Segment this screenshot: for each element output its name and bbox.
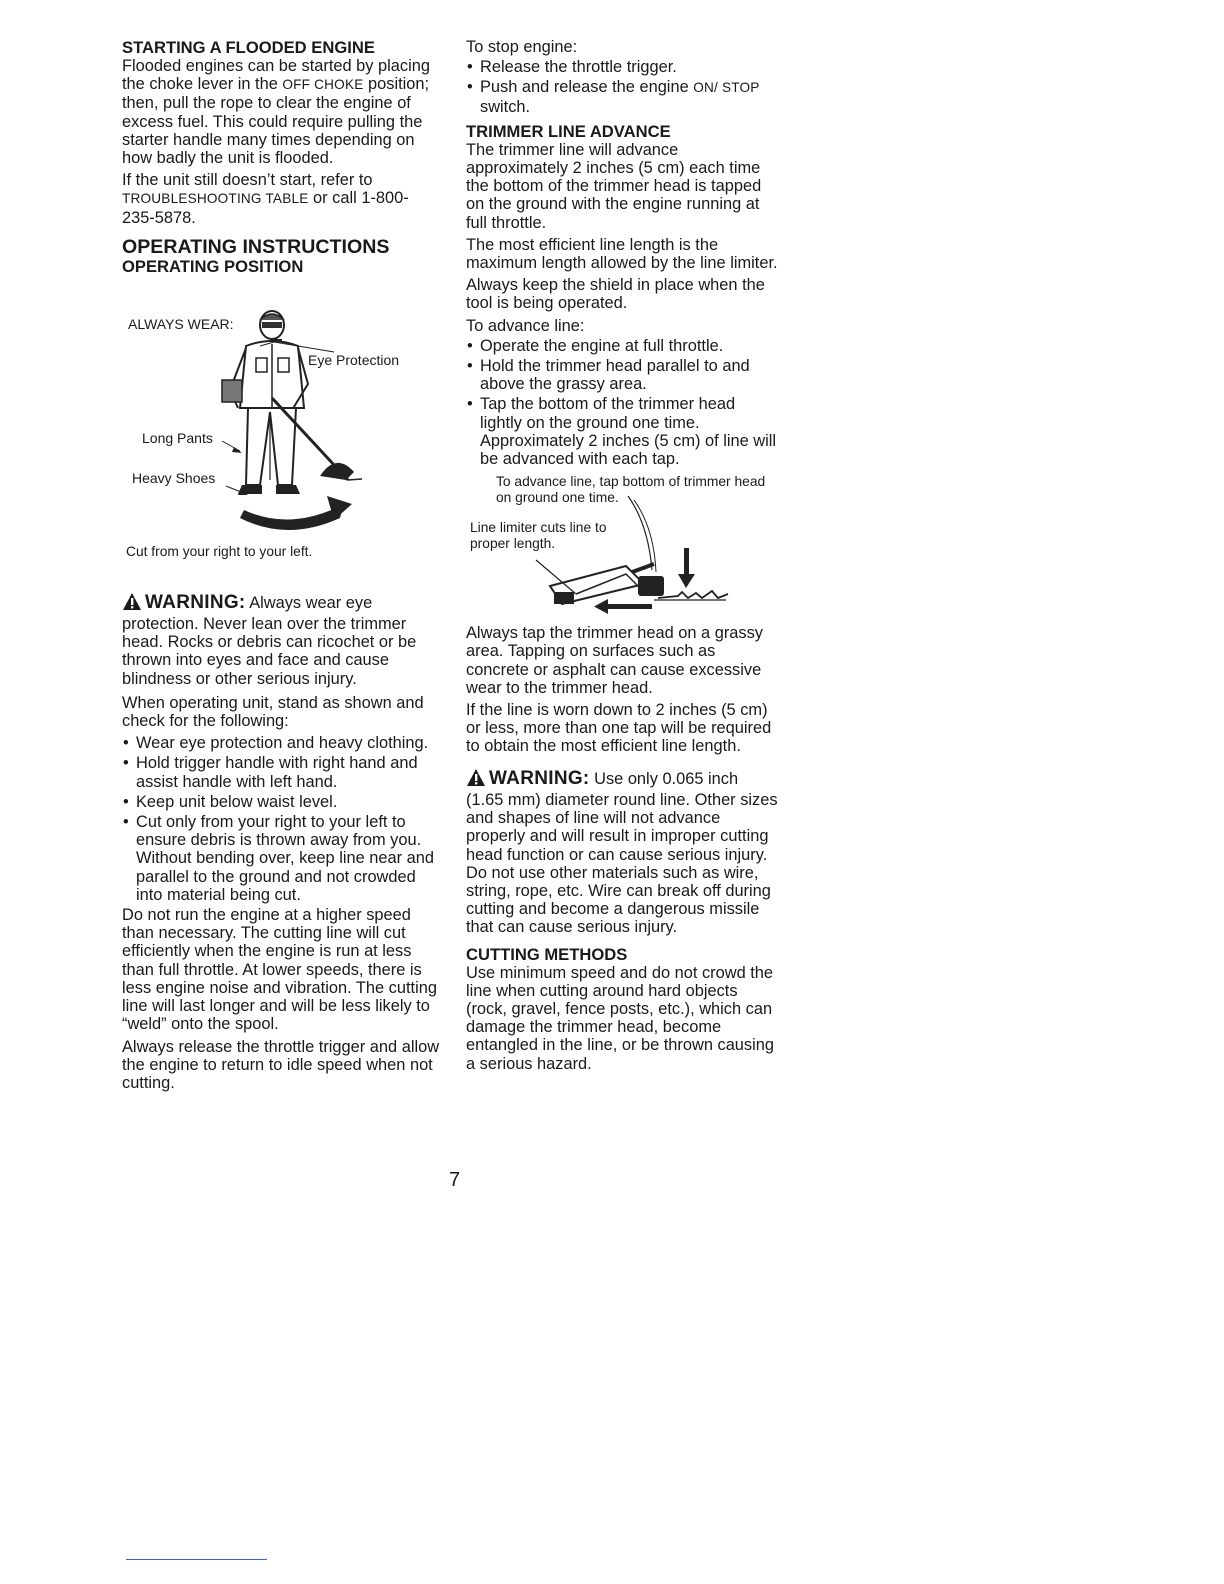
stand-intro: When operating unit, stand as shown and check for the following: — [122, 693, 424, 731]
footer-rule — [126, 1559, 267, 1560]
operating-position-figure — [122, 280, 440, 570]
cutting-methods-paragraph: Use minimum speed and do not crowd the line when cutting around hard objects (rock, gravel, fence posts, etc.), which can damage the trimmer head, become entangled in the line, or be thrown causing a serious hazard. — [466, 963, 774, 1073]
stop-text-a: Push and release the engine — [480, 78, 694, 97]
troubleshooting-text-b: or call 1-800-235-5878. — [122, 189, 409, 227]
line-advance-heading: TRIMMER LINE ADVANCE — [466, 121, 671, 141]
speed-paragraph: Do not run the engine at a higher speed than necessary. The cutting line will cut efficiently when the engine is run at less than full throttle. At lower speeds, there is less engine noise and vibration. The cutting line will last longer and will be less likely to “weld” onto the spool. — [122, 906, 437, 1034]
eye-protection-label: Eye Protection — [308, 351, 400, 368]
line-limiter-label: Line limiter cuts line to proper length. — [470, 520, 607, 552]
worn-line-paragraph: If the line is worn down to 2 inches (5 cm) or less, more than one tap will be required to obtain the most efficient line length. — [466, 701, 772, 756]
operating-checklist — [122, 734, 440, 904]
warning-triangle-icon — [466, 768, 486, 791]
list-item: • Wear eye protection and heavy clothing. — [122, 734, 440, 752]
troubleshooting-term: TROUBLESHOOTING TABLE — [122, 191, 309, 207]
trimmer-head-illustration — [466, 474, 778, 624]
off-choke-term: OFF CHOKE — [282, 77, 364, 93]
heavy-shoes-label: Heavy Shoes — [132, 469, 216, 486]
tap-grassy-paragraph: Always tap the trimmer head on a grassy area. Tapping on surfaces such as concrete or asphalt can cause excessive wear to the trimmer head. — [466, 624, 763, 697]
list-item: • Operate the engine at full throttle. — [466, 337, 778, 355]
operating-instructions-heading: OPERATING INSTRUCTIONS — [122, 235, 390, 258]
warning-triangle-icon — [122, 592, 142, 615]
flooded-engine-paragraph — [122, 57, 440, 167]
flooded-text-a: Flooded engines can be started by placing the choke lever in the — [122, 57, 430, 94]
list-item — [466, 78, 778, 115]
line-advance-paragraph-1: The trimmer line will advance approximately 2 inches (5 cm) each time the bottom of the trimmer head is tapped on the ground with the engine running at full throttle. — [466, 140, 762, 232]
release-paragraph: Always release the throttle trigger and allow the engine to return to idle speed when not cutting. — [122, 1037, 440, 1092]
line-diameter-warning — [466, 768, 778, 937]
warning-text: Always wear eye protection. Never lean over the trimmer head. Rocks or debris can ricochet or be thrown into eyes and face and cause blindness or other serious injury. — [122, 593, 417, 688]
advance-steps-list — [466, 337, 778, 468]
flooded-engine-heading: STARTING A FLOODED ENGINE — [122, 38, 375, 57]
line-advance-paragraph-4: To advance line: — [466, 316, 585, 335]
right-column — [466, 38, 778, 1077]
cutting-methods-heading: CUTTING METHODS — [466, 944, 628, 964]
troubleshooting-paragraph — [122, 171, 440, 227]
list-item: • Keep unit below waist level. — [122, 793, 440, 811]
always-wear-label: ALWAYS WEAR: — [128, 315, 234, 332]
on-stop-term: ON/ STOP — [693, 80, 760, 96]
page-number: 7 — [449, 1169, 461, 1191]
stop-engine-intro: To stop engine: — [466, 38, 578, 56]
tap-caption: To advance line, tap bottom of trimmer head on ground one time. — [496, 474, 766, 506]
line-advance-figure — [466, 474, 778, 624]
list-item: • Tap the bottom of the trimmer head lightly on the ground one time. Approximately 2 inches (5 cm) of line will be advanced with each tap. — [466, 395, 778, 468]
eye-protection-warning — [122, 592, 440, 688]
line-advance-paragraph-3: Always keep the shield in place when the tool is being operated. — [466, 276, 765, 313]
list-item: • Cut only from your right to your left to ensure debris is thrown away from you. Without bending over, keep line near and parallel to the ground and not crowded into material being cut. — [122, 813, 440, 904]
left-column — [122, 38, 440, 1096]
list-item: • Release the throttle trigger. — [466, 58, 778, 76]
stop-engine-list — [466, 58, 778, 116]
line-advance-paragraph-2: The most efficient line length is the maximum length allowed by the line limiter. — [466, 235, 778, 273]
warning-label: WARNING: — [145, 591, 246, 613]
troubleshooting-text-a: If the unit still doesn’t start, refer to — [122, 171, 373, 190]
cut-direction-caption: Cut from your right to your left. — [126, 543, 313, 559]
list-item: • Hold the trimmer head parallel to and above the grassy area. — [466, 357, 778, 393]
operating-position-heading: OPERATING POSITION — [122, 256, 304, 276]
stop-text-b: switch. — [480, 97, 531, 116]
warning-label: WARNING: — [489, 767, 590, 789]
warning-text: Use only 0.065 inch (1.65 mm) diameter round line. Other sizes and shapes of line will not advance properly and will result in improper cutting head function or can cause serious injury. Do not use other materials such as wire, string, rope, etc. Wire can break off during cutting and become a dangerous missile that can cause serious injury. — [466, 769, 778, 937]
long-pants-label: Long Pants — [142, 429, 213, 446]
flooded-text-b: position; then, pull the rope to clear the engine of excess fuel. This could require pulling the starter handle many times depending on how badly the unit is flooded. — [122, 75, 430, 168]
list-item: • Hold trigger handle with right hand and assist handle with left hand. — [122, 754, 440, 790]
